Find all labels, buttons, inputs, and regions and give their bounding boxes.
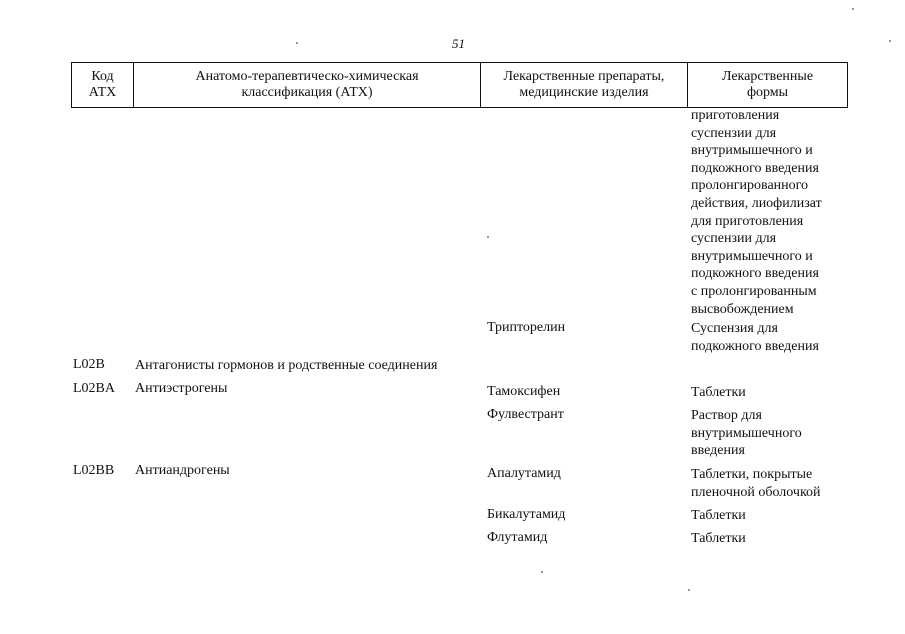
dosage-form: Таблетки (691, 508, 746, 523)
continued-form-text: приготовления суспензии для внутримышечного и подкожного введения пролонгированного действия, лиофилизат для приготовления суспензии для внутримышечного и подкожного введения с пролонгированным высвобождением (691, 108, 822, 317)
atc-classification: Антиандрогены (135, 463, 230, 478)
atc-code: L02B (73, 357, 105, 372)
header-forms: Лекарственные формы (688, 63, 848, 108)
dosage-form: Таблетки (691, 531, 746, 546)
dosage-form: Таблетки (691, 385, 746, 400)
dosage-form: Суспензия для подкожного введения (691, 321, 819, 354)
scan-speck (852, 8, 854, 10)
atc-classification: Антиэстрогены (135, 381, 228, 396)
header-code: Код АТХ (72, 63, 134, 108)
drug-name: Трипторелин (487, 320, 566, 335)
header-classification: Анатомо-терапевтическо-химическая классификация (АТХ) (134, 63, 481, 108)
drug-name: Бикалутамид (487, 507, 566, 522)
atc-classification: Антагонисты гормонов и родственные соединения (135, 358, 438, 373)
scan-speck (688, 589, 690, 591)
atc-code: L02BB (73, 463, 115, 478)
drug-name: Апалутамид (487, 466, 561, 481)
scan-speck (487, 236, 489, 238)
drug-name: Тамоксифен (487, 384, 561, 399)
scan-speck (541, 571, 543, 573)
dosage-form: Таблетки, покрытые пленочной оболочкой (691, 467, 821, 500)
atc-code: L02BA (73, 381, 115, 396)
scan-speck (889, 40, 891, 42)
dosage-form: Раствор для внутримышечного введения (691, 408, 802, 459)
drug-name: Фулвестрант (487, 407, 564, 422)
page-number: 51 (452, 36, 465, 51)
header-drugs: Лекарственные препараты, медицинские изделия (481, 63, 688, 108)
table-header (71, 62, 848, 108)
drug-name: Флутамид (487, 530, 548, 545)
scan-speck (296, 42, 298, 44)
